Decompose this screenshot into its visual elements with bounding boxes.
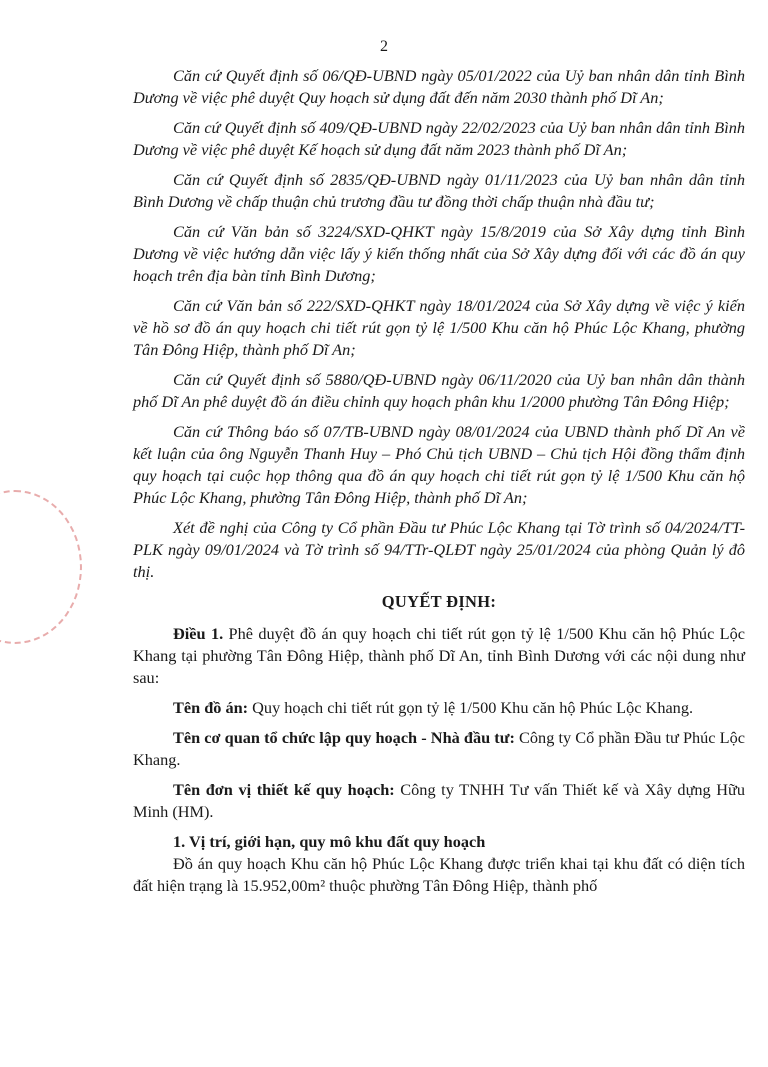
article-1-label: Điều 1. <box>173 624 224 643</box>
item-text: Quy hoạch chi tiết rút gọn tỷ lệ 1/500 Khu căn hộ Phúc Lộc Khang. <box>248 698 694 717</box>
legal-basis-paragraph: Căn cứ Văn bản số 3224/SXD-QHKT ngày 15/8/2019 của Sở Xây dựng tỉnh Bình Dương về việc hướng dẫn việc lấy ý kiến thống nhất của Sở Xây dựng đối với các đồ án quy hoạch trên địa bàn tỉnh Bình Dương; <box>133 222 745 285</box>
legal-basis-paragraph: Căn cứ Quyết định số 06/QĐ-UBND ngày 05/01/2022 của Uỷ ban nhân dân tỉnh Bình Dương về việc phê duyệt Quy hoạch sử dụng đất đến năm 2030 thành phố Dĩ An; <box>133 66 745 107</box>
item-text: Công ty Cổ phần Đầu tư Phúc Lộc Khang. <box>133 728 745 769</box>
article-1 <box>133 623 745 689</box>
section-1-text: Đồ án quy hoạch Khu căn hộ Phúc Lộc Khang được triển khai tại khu đất có diện tích đất hiện trạng là 15.952,00m² thuộc phường Tân Đông Hiệp, thành phố <box>133 854 745 895</box>
designer-item <box>133 779 745 823</box>
legal-basis-paragraph: Căn cứ Văn bản số 222/SXD-QHKT ngày 18/01/2024 của Sở Xây dựng về việc ý kiến về hồ sơ đồ án quy hoạch chi tiết rút gọn tỷ lệ 1/500 Khu căn hộ Phúc Lộc Khang, phường Tân Đông Hiệp, thành phố Dĩ An; <box>133 296 745 359</box>
legal-basis-paragraph: Căn cứ Thông báo số 07/TB-UBND ngày 08/01/2024 của UBND thành phố Dĩ An về kết luận của ông Nguyễn Thanh Huy – Phó Chủ tịch UBND – Chủ tịch Hội đồng thẩm định quy hoạch tại cuộc họp thông qua đồ án quy hoạch chi tiết rút gọn tỷ lệ 1/500 Khu căn hộ Phúc Lộc Khang, phường Tân Đông Hiệp, thành phố Dĩ An; <box>133 422 745 507</box>
legal-basis-paragraph: Căn cứ Quyết định số 2835/QĐ-UBND ngày 01/11/2023 của Uỷ ban nhân dân tỉnh Bình Dương về chấp thuận chủ trương đầu tư đồng thời chấp thuận nhà đầu tư; <box>133 170 745 211</box>
page-number: 2 <box>380 38 388 55</box>
item-label: Tên đồ án: <box>173 698 249 717</box>
legal-basis-paragraph: Căn cứ Quyết định số 5880/QĐ-UBND ngày 06/11/2020 của Uỷ ban nhân dân thành phố Dĩ An phê duyệt đồ án điều chỉnh quy hoạch phân khu 1/2000 phường Tân Đông Hiệp; <box>133 370 745 411</box>
article-1-text: Phê duyệt đồ án quy hoạch chi tiết rút gọn tỷ lệ 1/500 Khu căn hộ Phúc Lộc Khang tại phường Tân Đông Hiệp, thành phố Dĩ An, tỉnh Bình Dương với các nội dung như sau: <box>133 624 745 687</box>
decision-heading: QUYẾT ĐỊNH: <box>381 592 497 611</box>
item-text: Công ty TNHH Tư vấn Thiết kế và Xây dựng Hữu Minh (HM). <box>133 780 745 821</box>
investor-item <box>133 727 745 771</box>
section-1-title: 1. Vị trí, giới hạn, quy mô khu đất quy hoạch <box>173 832 486 851</box>
legal-basis-paragraph: Căn cứ Quyết định số 409/QĐ-UBND ngày 22/02/2023 của Uỷ ban nhân dân tỉnh Bình Dương về việc phê duyệt Kế hoạch sử dụng đất năm 2023 thành phố Dĩ An; <box>133 118 745 159</box>
item-label: Tên cơ quan tổ chức lập quy hoạch - Nhà đầu tư: <box>173 728 515 747</box>
document-body <box>133 65 745 897</box>
red-seal-stamp <box>0 490 82 644</box>
project-name-item <box>133 697 745 719</box>
item-label: Tên đơn vị thiết kế quy hoạch: <box>173 780 395 799</box>
proposal-paragraph: Xét đề nghị của Công ty Cổ phần Đầu tư Phúc Lộc Khang tại Tờ trình số 04/2024/TT-PLK ngày 09/01/2024 và Tờ trình số 94/TTr-QLĐT ngày 25/01/2024 của phòng Quản lý đô thị. <box>133 518 745 581</box>
